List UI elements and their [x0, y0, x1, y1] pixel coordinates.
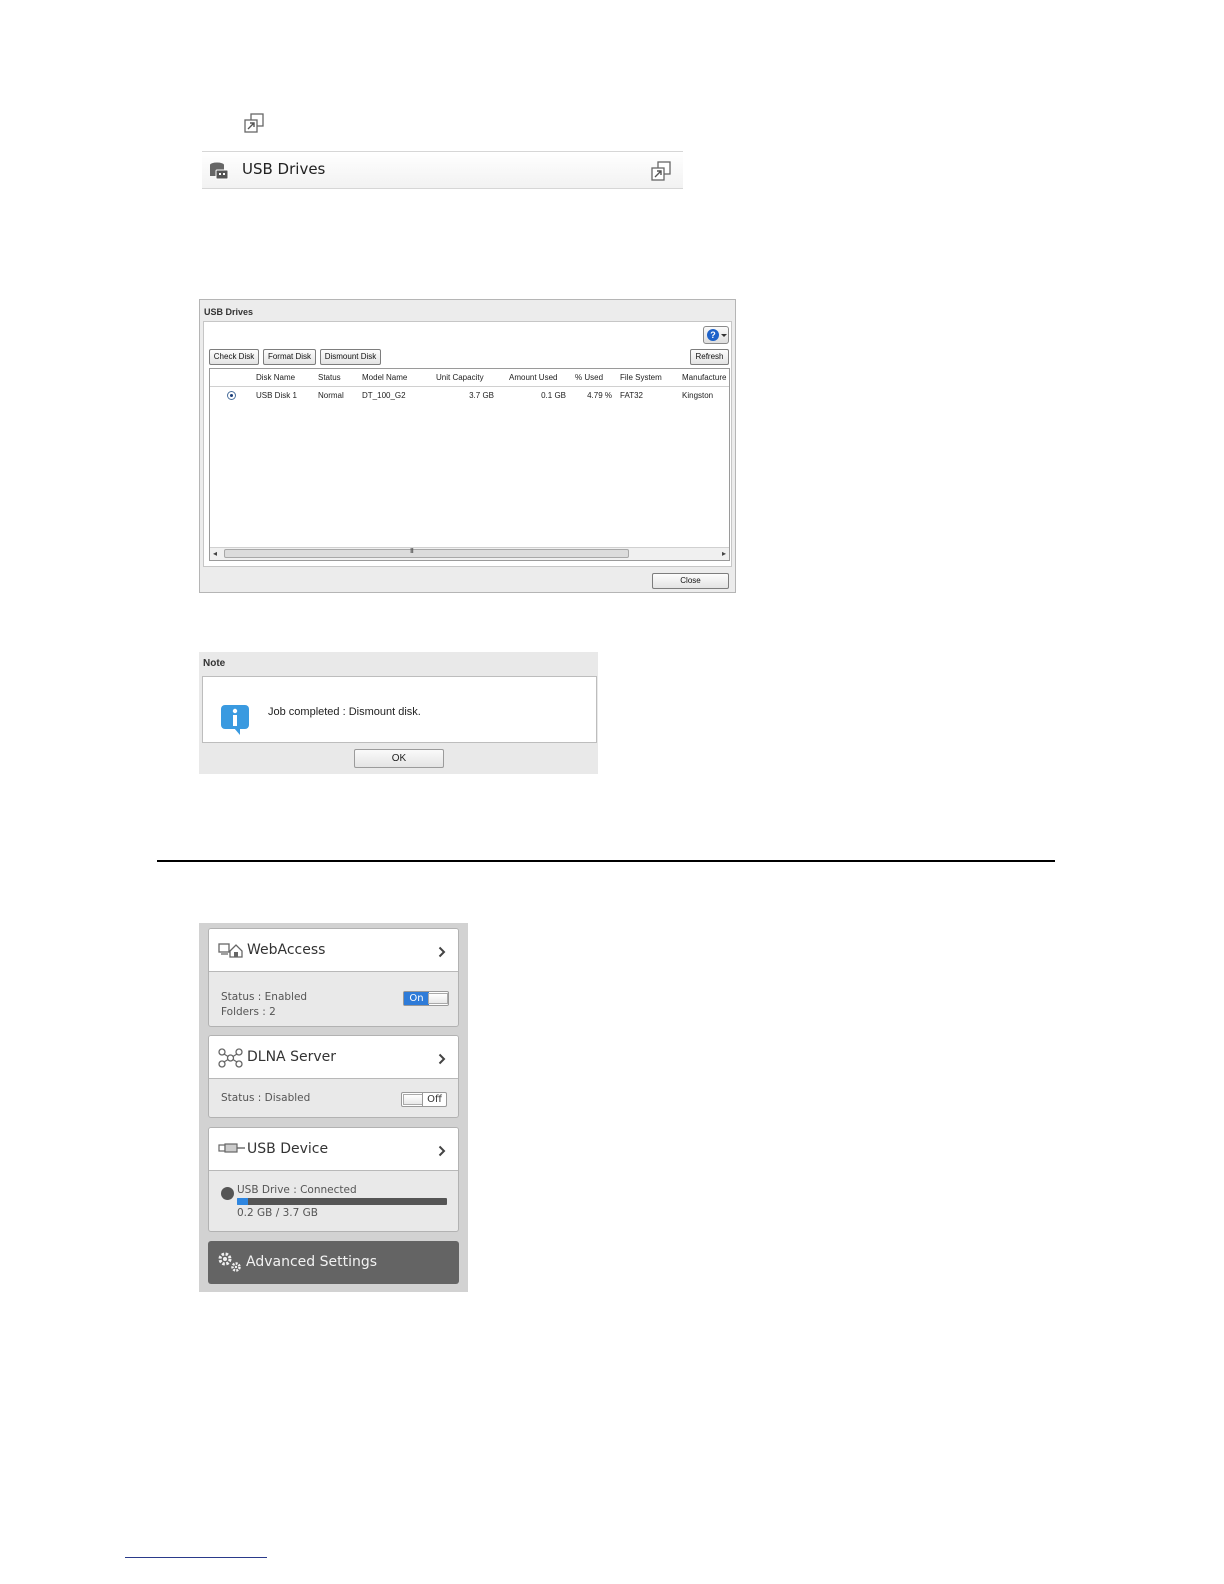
ok-button[interactable]: OK	[354, 749, 444, 768]
dlna-server-title: DLNA Server	[247, 1049, 336, 1065]
dlna-server-card	[208, 1035, 459, 1118]
cell-status: Normal	[318, 391, 344, 400]
note-body	[202, 676, 597, 743]
toggle-on-label: On	[404, 992, 429, 1005]
scroll-right-icon[interactable]: ▸	[721, 549, 726, 558]
format-disk-button[interactable]: Format Disk	[263, 349, 316, 365]
table-header	[210, 369, 729, 387]
scroll-left-icon[interactable]: ◂	[213, 549, 218, 558]
usb-drives-dialog	[199, 299, 736, 593]
note-message: Job completed : Dismount disk.	[268, 706, 421, 718]
close-button[interactable]: Close	[652, 573, 729, 589]
cell-model-name: DT_100_G2	[362, 391, 406, 400]
webaccess-folders: Folders : 2	[221, 1006, 276, 1018]
dismount-disk-button[interactable]: Dismount Disk	[320, 349, 381, 365]
expand-icon	[244, 113, 264, 133]
dlna-icon	[218, 1048, 244, 1072]
usb-drives-title: USB Drives	[242, 160, 326, 178]
dlna-toggle[interactable]	[401, 1092, 447, 1107]
usb-disk-table	[209, 368, 730, 561]
section-divider	[157, 860, 1055, 862]
column-header[interactable]: Model Name	[362, 373, 408, 382]
dialog-body	[203, 321, 732, 567]
info-icon	[220, 704, 252, 741]
column-header[interactable]: Unit Capacity	[436, 373, 484, 382]
webaccess-header[interactable]	[209, 929, 458, 972]
mobile-settings-panel	[199, 923, 468, 1292]
row-select-radio[interactable]	[227, 391, 236, 400]
help-icon: ?	[707, 329, 719, 341]
refresh-button[interactable]: Refresh	[690, 349, 729, 365]
column-header[interactable]: Status	[318, 373, 341, 382]
webaccess-card	[208, 928, 459, 1027]
toggle-knob	[403, 1094, 423, 1105]
webaccess-icon	[218, 941, 244, 963]
toggle-knob	[428, 993, 448, 1004]
cell-percent-used: 4.79 %	[587, 391, 612, 400]
help-button[interactable]	[703, 326, 729, 344]
usb-drive-icon	[208, 161, 230, 185]
table-row[interactable]	[210, 387, 729, 403]
toggle-off-label: Off	[422, 1093, 446, 1106]
chevron-right-icon[interactable]	[438, 1050, 446, 1069]
column-header[interactable]: Manufacture	[682, 373, 727, 382]
chevron-right-icon[interactable]	[438, 943, 446, 962]
cell-unit-capacity: 3.7 GB	[469, 391, 494, 400]
footnote-rule	[125, 1557, 267, 1558]
note-dialog	[199, 652, 598, 774]
advanced-settings-label: Advanced Settings	[246, 1254, 378, 1270]
chevron-right-icon[interactable]	[438, 1142, 446, 1161]
usb-plug-icon	[218, 1140, 246, 1159]
column-header[interactable]: Disk Name	[256, 373, 296, 382]
webaccess-title: WebAccess	[247, 942, 326, 958]
usb-drive-status: USB Drive : Connected	[237, 1184, 357, 1196]
webaccess-toggle[interactable]	[403, 991, 449, 1006]
gears-icon	[216, 1250, 244, 1278]
column-header[interactable]: File System	[620, 373, 662, 382]
drive-status-dot	[221, 1187, 234, 1200]
scrollbar-thumb[interactable]	[224, 549, 629, 558]
column-header[interactable]: Amount Used	[509, 373, 558, 382]
usb-device-card	[208, 1127, 459, 1232]
dlna-status: Status : Disabled	[221, 1092, 311, 1104]
usb-device-header[interactable]	[209, 1128, 458, 1171]
cell-disk-name: USB Disk 1	[256, 391, 297, 400]
cell-file-system: FAT32	[620, 391, 643, 400]
usb-device-title: USB Device	[247, 1141, 329, 1157]
check-disk-button[interactable]: Check Disk	[209, 349, 259, 365]
horizontal-scrollbar[interactable]	[210, 547, 729, 560]
usb-usage-bar	[237, 1198, 447, 1205]
scrollbar-grip-icon: III	[410, 548, 413, 555]
usb-usage-text: 0.2 GB / 3.7 GB	[237, 1207, 318, 1219]
cell-manufacturer: Kingston	[682, 391, 714, 400]
column-header[interactable]: % Used	[575, 373, 604, 382]
advanced-settings-button[interactable]	[208, 1241, 459, 1284]
usb-drives-bar[interactable]	[202, 151, 683, 189]
dialog-title: USB Drives	[204, 307, 254, 317]
expand-icon[interactable]	[651, 161, 671, 185]
note-title: Note	[203, 658, 226, 669]
dlna-server-header[interactable]	[209, 1036, 458, 1079]
webaccess-status: Status : Enabled	[221, 991, 308, 1003]
cell-amount-used: 0.1 GB	[541, 391, 566, 400]
chevron-down-icon	[721, 334, 727, 337]
usb-usage-fill	[237, 1198, 248, 1205]
